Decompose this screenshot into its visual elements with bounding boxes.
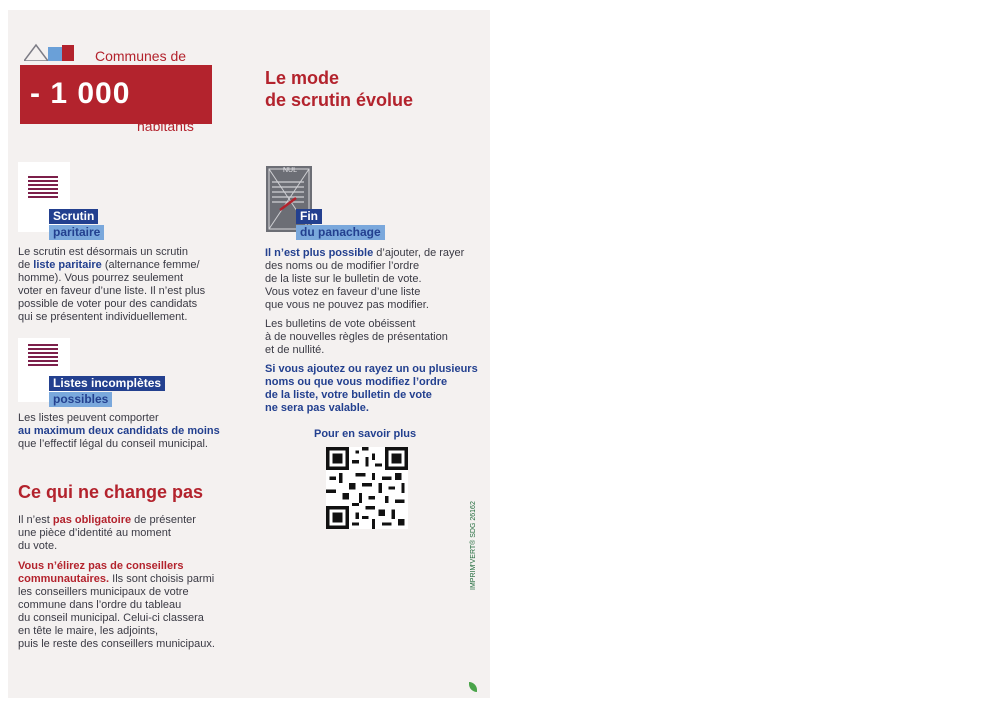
highlight-text: noms ou que vous modifiez l’ordre — [265, 376, 448, 388]
title-line: Le mode — [265, 68, 340, 88]
tag-line: du panachage — [296, 225, 385, 240]
house-icon — [24, 43, 76, 61]
section-heading: Ce qui ne change pas — [18, 482, 204, 502]
text-line — [18, 259, 205, 272]
highlight-text: Il n’est plus possible — [265, 247, 374, 259]
text-run: (alternance femme/ — [101, 259, 200, 271]
text-line: que vous ne pouvez pas modifier. — [265, 299, 429, 311]
text-line: du vote. — [18, 540, 58, 552]
text-run: Il n’est — [18, 514, 53, 526]
tag-line: Listes incomplètes — [49, 376, 165, 391]
tag-line: paritaire — [49, 225, 104, 240]
qr-code-icon[interactable] — [326, 447, 408, 529]
text-line: en tête le maire, les adjoints, — [18, 625, 159, 637]
highlight-text: pas obligatoire — [52, 514, 132, 526]
text-line: puis le reste des conseillers municipaux. — [18, 638, 215, 650]
text-run: de présenter — [131, 514, 196, 526]
text-line: Les listes peuvent comporter — [18, 412, 159, 424]
text-line: Les bulletins de vote obéissent — [265, 318, 416, 330]
tag-line: Scrutin — [49, 209, 98, 224]
text-line: du conseil municipal. Celui-ci classera — [18, 612, 204, 624]
paragraph-conseillers — [18, 560, 215, 651]
highlight-text: ne sera pas valable. — [265, 402, 369, 414]
highlight-text: de la liste, votre bulletin de vote — [265, 389, 432, 401]
tag-listes-incompletes — [49, 376, 165, 408]
highlight-text: Vous n’élirez pas de conseillers — [18, 560, 184, 572]
text-line: et de nullité. — [265, 344, 325, 356]
text-line: voter en faveur d’une liste. Il n’est plus — [18, 285, 206, 297]
text-line: possible de voter pour des candidats — [18, 298, 198, 310]
text-line — [18, 560, 215, 573]
text-line: Le scrutin est désormais un scrutin — [18, 246, 188, 258]
badge-number: - 1 000 — [30, 77, 131, 110]
paragraph-paritaire — [18, 246, 205, 324]
text-line: une pièce d’identité au moment — [18, 527, 171, 539]
tag-line: possibles — [49, 392, 112, 407]
paragraph-identite — [18, 514, 196, 553]
highlight-text: liste paritaire — [33, 259, 102, 271]
more-info-label: Pour en savoir plus — [314, 428, 417, 440]
tag-scrutin-paritaire — [49, 209, 104, 241]
badge-bottom-text: habitants — [137, 118, 194, 134]
text-line: que l’effectif légal du conseil municipal. — [18, 438, 208, 450]
list-lines-icon — [28, 176, 58, 202]
paragraph-panachage-1 — [265, 247, 464, 312]
text-line: de la liste sur le bulletin de vote. — [265, 273, 422, 285]
text-line — [18, 573, 215, 586]
text-run: de — [18, 259, 34, 271]
text-line — [265, 363, 478, 376]
highlight-text: Si vous ajoutez ou rayez un ou plusieurs — [265, 363, 478, 375]
page-title — [265, 67, 413, 111]
text-line — [265, 247, 464, 260]
text-line: à de nouvelles règles de présentation — [265, 331, 448, 343]
title-line: de scrutin évolue — [265, 90, 414, 110]
imprint-text: IMPRIM'VERT® SDG 26162 — [470, 501, 477, 590]
paragraph-incompletes — [18, 412, 220, 451]
badge-top-text: Communes de — [95, 48, 187, 64]
text-line: Vous votez en faveur d’une liste — [265, 286, 421, 298]
text-line — [18, 514, 196, 527]
text-line: homme). Vous pourrez seulement — [18, 272, 184, 284]
highlight-text: au maximum deux candidats de moins — [18, 425, 220, 437]
text-line — [265, 376, 478, 389]
text-line: des noms ou de modifier l’ordre — [265, 260, 420, 272]
tag-fin-panachage — [296, 209, 385, 241]
paragraph-panachage-2 — [265, 318, 448, 357]
text-line: les conseillers municipaux de votre — [18, 586, 189, 598]
ballot-nul-label: NUL — [283, 167, 298, 174]
text-run: Ils sont choisis parmi — [109, 573, 215, 585]
text-line: qui se présentent individuellement. — [18, 311, 188, 323]
highlight-text: communautaires. — [18, 573, 110, 585]
text-line — [265, 402, 478, 415]
text-run: d’ajouter, de rayer — [373, 247, 465, 259]
list-lines-icon — [28, 344, 58, 370]
paragraph-panachage-3 — [265, 363, 478, 415]
tag-line: Fin — [296, 209, 322, 224]
text-line: commune dans l’ordre du tableau — [18, 599, 182, 611]
text-line — [18, 425, 220, 438]
text-line — [265, 389, 478, 402]
